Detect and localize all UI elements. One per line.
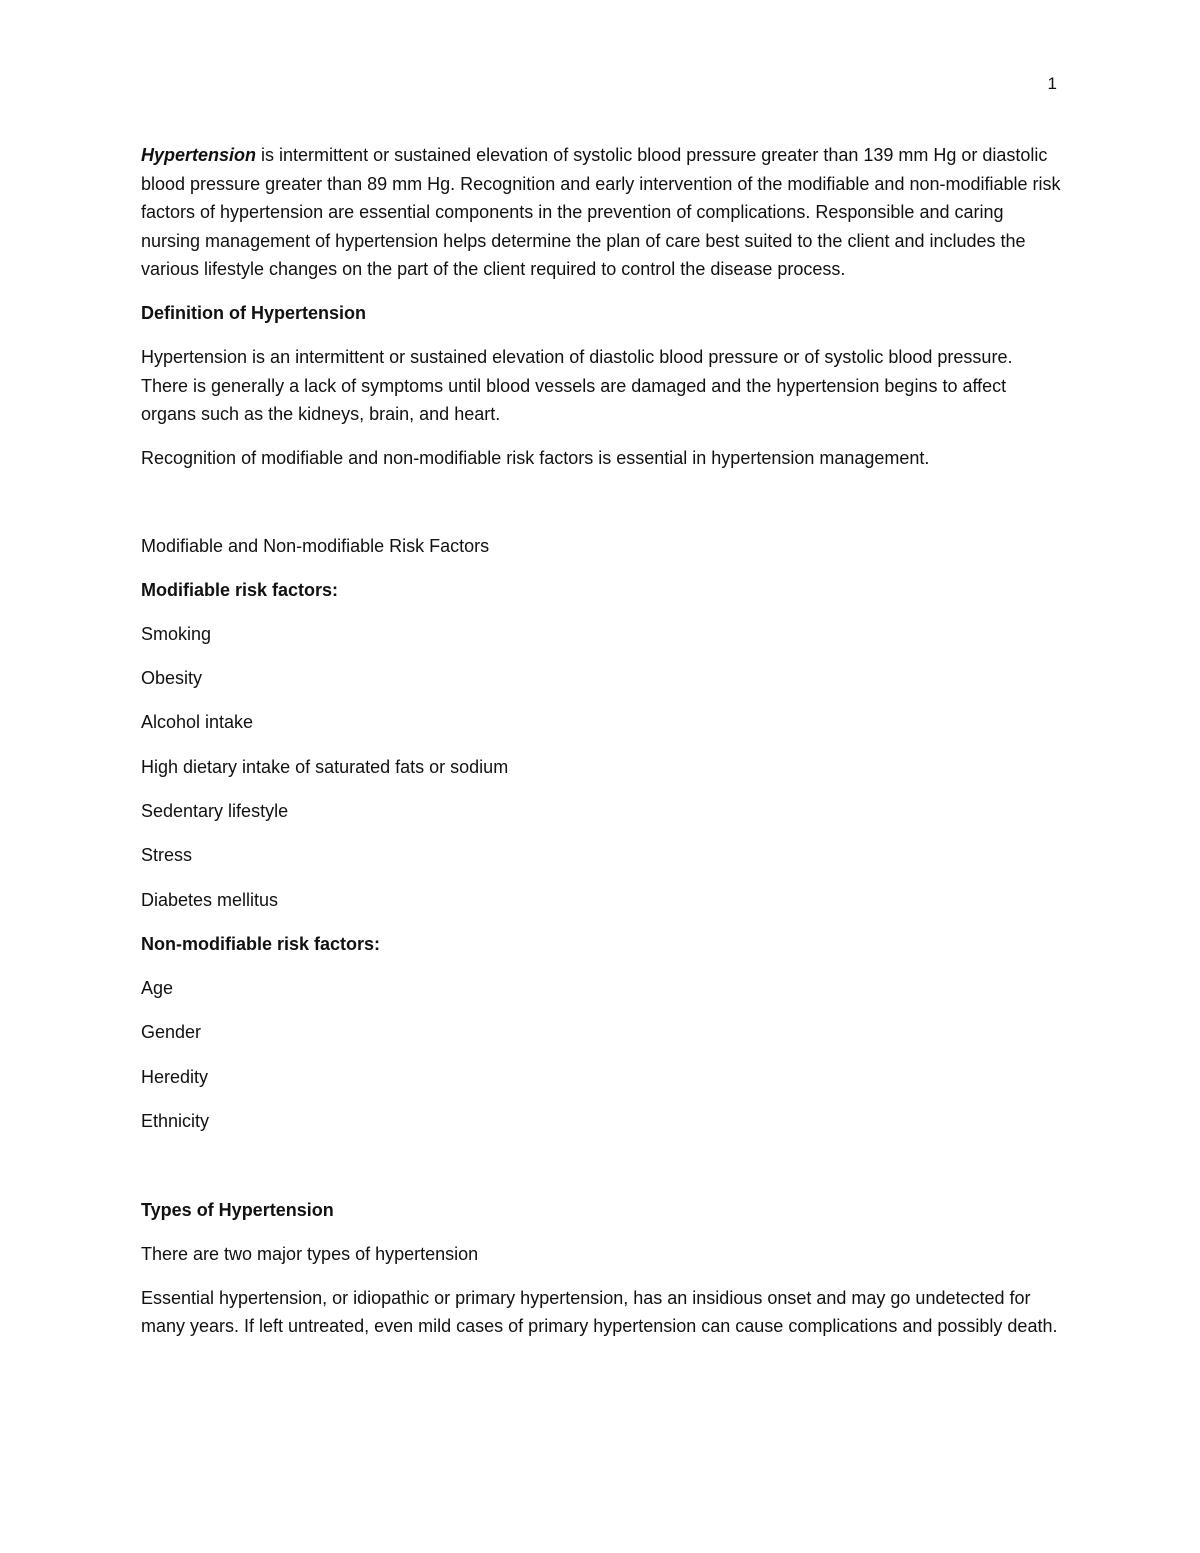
document-body (141, 141, 1061, 1356)
types-heading: Types of Hypertension (141, 1199, 334, 1220)
list-item: Age (141, 978, 174, 999)
essential-hypertension-paragraph: Essential hypertension, or idiopathic or primary hypertension, has an insidious onset and may go undetected for many years. If left untreated, even mild cases of primary hypertension can cause complications and possibly death. (141, 1287, 1058, 1337)
list-item: Obesity (141, 668, 203, 689)
intro-text: is intermittent or sustained elevation of systolic blood pressure greater than 139 mm Hg or diastolic blood pressure greater than 89 mm Hg. Recognition and early intervention of the modifiable and non-modifiable risk factors of hypertension are essential components in the prevention of complications. Responsible and caring nursing management of hypertension helps determine the plan of care best suited to the client and includes the various lifestyle changes on the part of the client required to control the disease process. (141, 145, 1061, 279)
list-item: Diabetes mellitus (141, 889, 279, 910)
page-number: 1 (1047, 74, 1057, 93)
types-intro-paragraph: There are two major types of hypertension (141, 1244, 479, 1265)
list-item: Stress (141, 845, 193, 866)
definition-paragraph: Hypertension is an intermittent or sustained elevation of diastolic blood pressure or of systolic blood pressure. There is generally a lack of symptoms until blood vessels are damaged and the hypertension begins to affect organs such as the kidneys, brain, and heart. (141, 347, 1013, 424)
list-item: Sedentary lifestyle (141, 800, 289, 821)
list-item: Ethnicity (141, 1111, 210, 1132)
list-item: Gender (141, 1022, 202, 1043)
modifiable-heading: Modifiable risk factors: (141, 579, 339, 600)
definition-heading: Definition of Hypertension (141, 302, 366, 323)
intro-paragraph (141, 141, 1061, 284)
list-item: Alcohol intake (141, 712, 254, 733)
intro-term: Hypertension (141, 145, 257, 165)
recognition-paragraph: Recognition of modifiable and non-modifiable risk factors is essential in hypertension management. (141, 447, 930, 468)
list-item: High dietary intake of saturated fats or sodium (141, 756, 509, 777)
list-item: Smoking (141, 623, 212, 644)
non-modifiable-heading: Non-modifiable risk factors: (141, 933, 381, 954)
list-item: Heredity (141, 1066, 209, 1087)
risk-factors-heading: Modifiable and Non-modifiable Risk Factors (141, 536, 490, 556)
